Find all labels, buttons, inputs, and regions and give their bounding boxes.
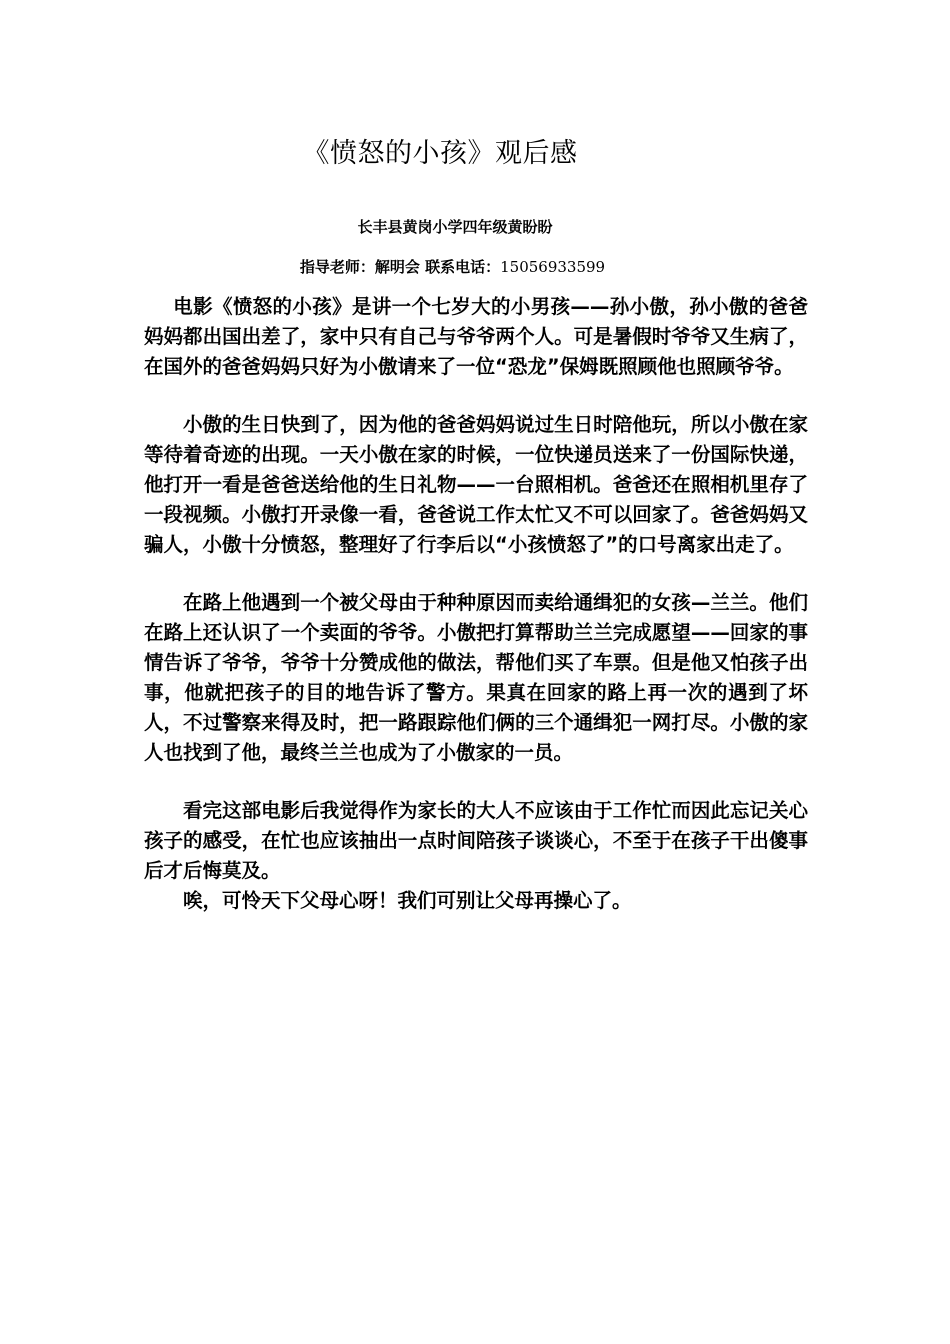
paragraph: 唉，可怜天下父母心呀！我们可别让父母再操心了。	[183, 889, 632, 912]
paragraph: 电影《愤怒的小孩》是讲一个七岁大的小男孩——孙小傲，孙小傲的爸爸妈妈都出国出差了，家中只有自己与爷爷两个人。可是暑假时爷爷又生病了，在国外的爸爸妈妈只好为小傲请来了一位“恐龙”保姆既照顾他也照顾爷爷。	[144, 295, 808, 378]
paragraph: 小傲的生日快到了，因为他的爸爸妈妈说过生日时陪他玩，所以小傲在家等待着奇迹的出现。一天小傲在家的时候，一位快递员送来了一份国际快递，他打开一看是爸爸送给他的生日礼物——一台照相机。爸爸还在照相机里存了一段视频。小傲打开录像一看，爸爸说工作太忙又不可以回家了。爸爸妈妈又骗人，小傲十分愤怒，整理好了行李后以“小孩愤怒了”的口号离家出走了。	[144, 413, 808, 556]
teacher-contact-line	[0, 254, 905, 280]
teacher-label: 指导老师：解明会 联系电话：	[299, 258, 501, 276]
document-title: 《愤怒的小孩》观后感	[302, 138, 578, 169]
teacher-phone: 15056933599	[500, 258, 606, 276]
author-line: 长丰县黄岗小学四年级黄盼盼	[357, 218, 553, 236]
essay-body	[144, 292, 808, 916]
paragraph: 看完这部电影后我觉得作为家长的大人不应该由于工作忙而因此忘记关心孩子的感受，在忙也应该抽出一点时间陪孩子谈谈心，不至于在孩子干出傻事后才后悔莫及。	[144, 799, 808, 882]
paragraph: 在路上他遇到一个被父母由于种种原因而卖给通缉犯的女孩—兰兰。他们在路上还认识了一个卖面的爷爷。小傲把打算帮助兰兰完成愿望——回家的事情告诉了爷爷，爷爷十分赞成他的做法，帮他们买了车票。但是他又怕孩子出事，他就把孩子的目的地告诉了警方。果真在回家的路上再一次的遇到了坏人，不过警察来得及时，把一路跟踪他们俩的三个通缉犯一网打尽。小傲的家人也找到了他，最终兰兰也成为了小傲家的一员。	[144, 591, 808, 764]
